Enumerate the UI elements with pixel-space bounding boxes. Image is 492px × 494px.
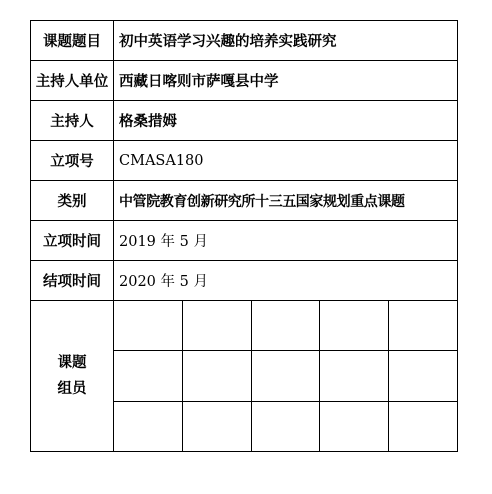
row-category — [31, 181, 458, 221]
member-cell — [251, 401, 320, 451]
value-project-title: 初中英语学习兴趣的培养实践研究 — [114, 21, 458, 61]
row-project-title — [31, 21, 458, 61]
member-cell — [183, 401, 252, 451]
label-members-line2: 组员 — [57, 380, 87, 397]
members-grid-cell — [114, 301, 458, 452]
project-info-sheet — [30, 20, 458, 471]
label-category: 类别 — [31, 181, 114, 221]
member-cell — [320, 301, 389, 351]
member-cell — [114, 301, 183, 351]
label-host: 主持人 — [31, 101, 114, 141]
member-cell — [114, 401, 183, 451]
row-host — [31, 101, 458, 141]
label-members — [31, 301, 114, 452]
project-info-table — [30, 20, 458, 452]
label-start-date: 立项时间 — [31, 221, 114, 261]
value-category: 中管院教育创新研究所十三五国家规划重点课题 — [114, 181, 458, 221]
label-host-unit: 主持人单位 — [31, 61, 114, 101]
members-grid-row — [114, 301, 457, 351]
value-host-unit: 西藏日喀则市萨嘎县中学 — [114, 61, 458, 101]
row-project-number — [31, 141, 458, 181]
member-cell — [388, 401, 457, 451]
member-cell — [320, 351, 389, 401]
value-host: 格桑措姆 — [114, 101, 458, 141]
value-start-date: 2019 年 5 月 — [114, 221, 458, 261]
label-project-number: 立项号 — [31, 141, 114, 181]
label-members-line1: 课题 — [57, 354, 87, 371]
row-end-date — [31, 261, 458, 301]
members-grid-row — [114, 351, 457, 401]
member-cell — [183, 351, 252, 401]
value-end-date: 2020 年 5 月 — [114, 261, 458, 301]
member-cell — [114, 351, 183, 401]
row-host-unit — [31, 61, 458, 101]
member-cell — [183, 301, 252, 351]
row-members — [31, 301, 458, 452]
label-project-title: 课题题目 — [31, 21, 114, 61]
label-end-date: 结项时间 — [31, 261, 114, 301]
members-grid — [114, 301, 457, 451]
member-cell — [320, 401, 389, 451]
member-cell — [251, 301, 320, 351]
members-grid-row — [114, 401, 457, 451]
row-start-date — [31, 221, 458, 261]
member-cell — [388, 301, 457, 351]
member-cell — [251, 351, 320, 401]
member-cell — [388, 351, 457, 401]
value-project-number: CMASA180 — [114, 141, 458, 181]
